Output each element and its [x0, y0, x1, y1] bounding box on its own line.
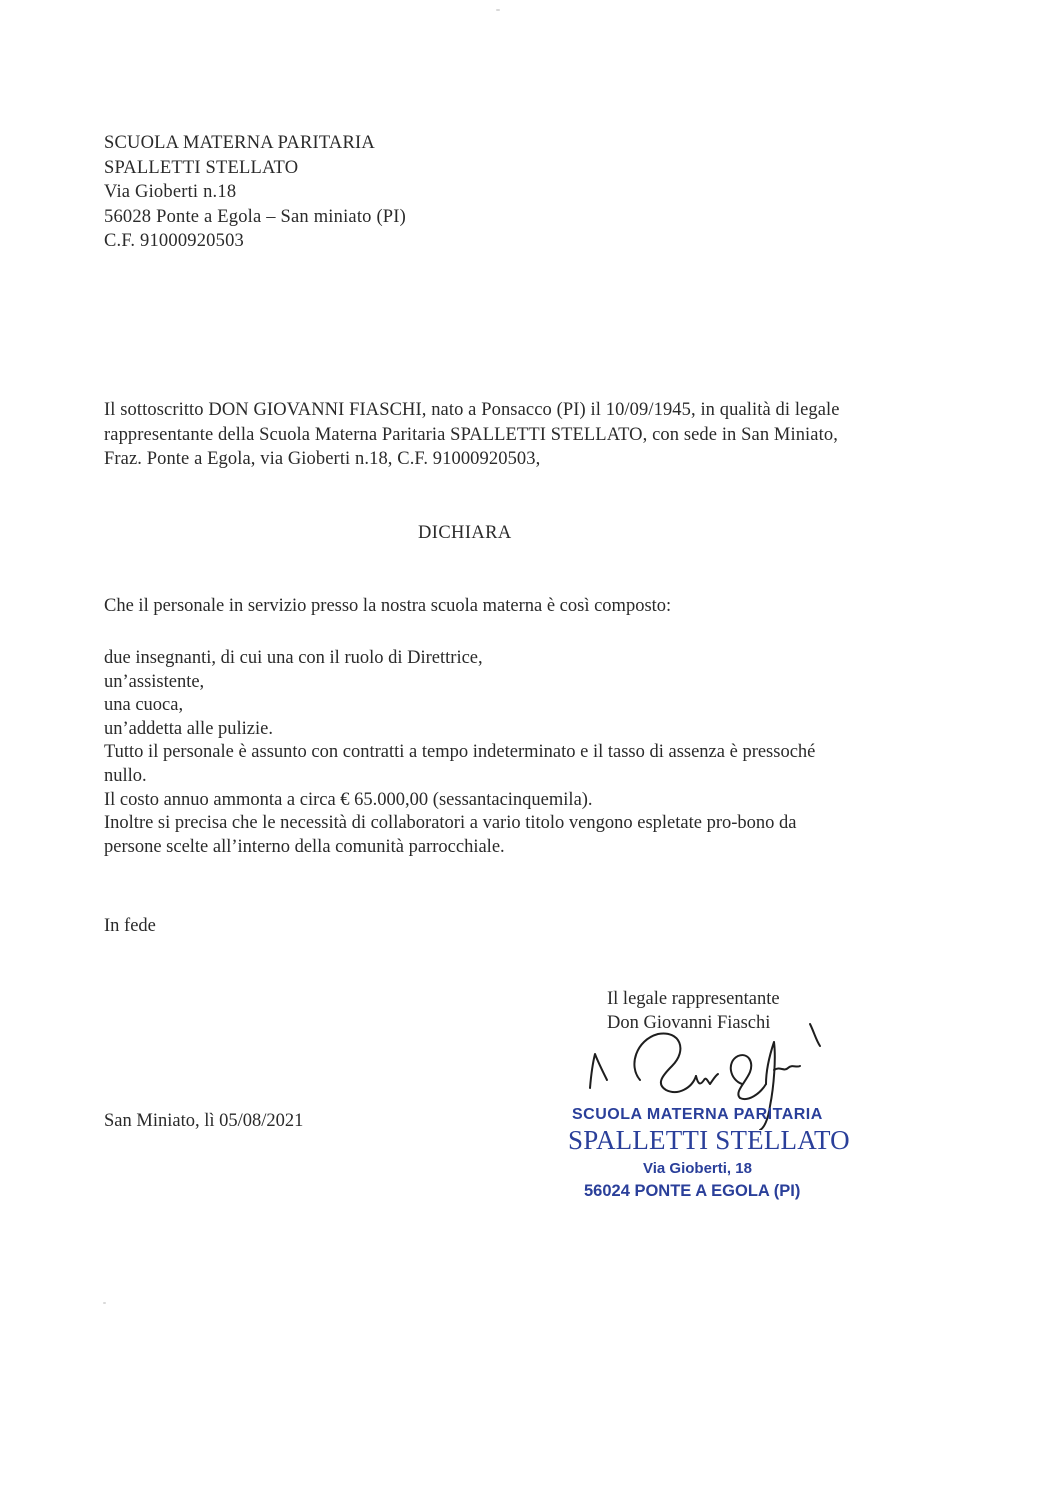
stamp-city: 56024 PONTE A EGOLA (PI) [584, 1182, 801, 1200]
declarant-paragraph [104, 398, 954, 472]
staff-line-teachers: due insegnanti, di cui una con il ruolo di Direttrice, [104, 648, 483, 668]
staff-line-cook: una cuoca, [104, 695, 184, 716]
paragraph-line: Fraz. Ponte a Egola, via Gioberti n.18, C.F. 91000920503, [104, 449, 541, 469]
letterhead-street: Via Gioberti n.18 [104, 182, 237, 202]
paragraph-line: rappresentante della Scuola Materna Paritaria SPALLETTI STELLATO, con sede in San Miniato, [104, 424, 838, 445]
scan-speck-top [496, 9, 500, 11]
stamp-school-name: SPALLETTI STELLATO [568, 1125, 850, 1155]
staff-intro: Che il personale in servizio presso la nostra scuola materna è così composto: [104, 596, 672, 616]
letterhead-school-type: SCUOLA MATERNA PARITARIA [104, 133, 375, 153]
volunteers-line-cont: persone scelte all’interno della comunità parrocchiale. [104, 836, 505, 857]
declaration-heading: DICHIARA [418, 523, 512, 543]
annual-cost-line: Il costo annuo ammonta a circa € 65.000,00 (sessantacinquemila). [104, 789, 593, 810]
letterhead-city: 56028 Ponte a Egola – San miniato (PI) [104, 206, 407, 227]
place-and-date: San Miniato, lì 05/08/2021 [104, 1111, 304, 1131]
staff-line-assistant: un’assistente, [104, 671, 205, 692]
contracts-line-cont: nullo. [104, 765, 147, 786]
staff-details [104, 647, 954, 859]
signer-role: Il legale rappresentante [607, 989, 780, 1009]
letterhead-school-name: SPALLETTI STELLATO [104, 157, 299, 178]
school-letterhead [104, 131, 406, 254]
paragraph-line: Il sottoscritto DON GIOVANNI FIASCHI, nato a Ponsacco (PI) il 10/09/1945, in qualità di legale [104, 400, 840, 420]
school-stamp [560, 1104, 860, 1214]
stamp-street: Via Gioberti, 18 [643, 1160, 752, 1177]
stamp-school-type: SCUOLA MATERNA PARITARIA [572, 1106, 823, 1123]
scan-speck-bottom [103, 1302, 106, 1304]
letterhead-tax-code: C.F. 91000920503 [104, 231, 244, 251]
volunteers-line: Inoltre si precisa che le necessità di collaboratori a vario titolo vengono espletate pro-bono da [104, 813, 797, 834]
staff-line-cleaner: un’addetta alle pulizie. [104, 718, 273, 739]
signer-name: Don Giovanni Fiaschi [607, 1013, 771, 1033]
closing-formula: In fede [104, 916, 156, 936]
contracts-line: Tutto il personale è assunto con contratti a tempo indeterminato e il tasso di assenza è pressoché [104, 742, 816, 763]
